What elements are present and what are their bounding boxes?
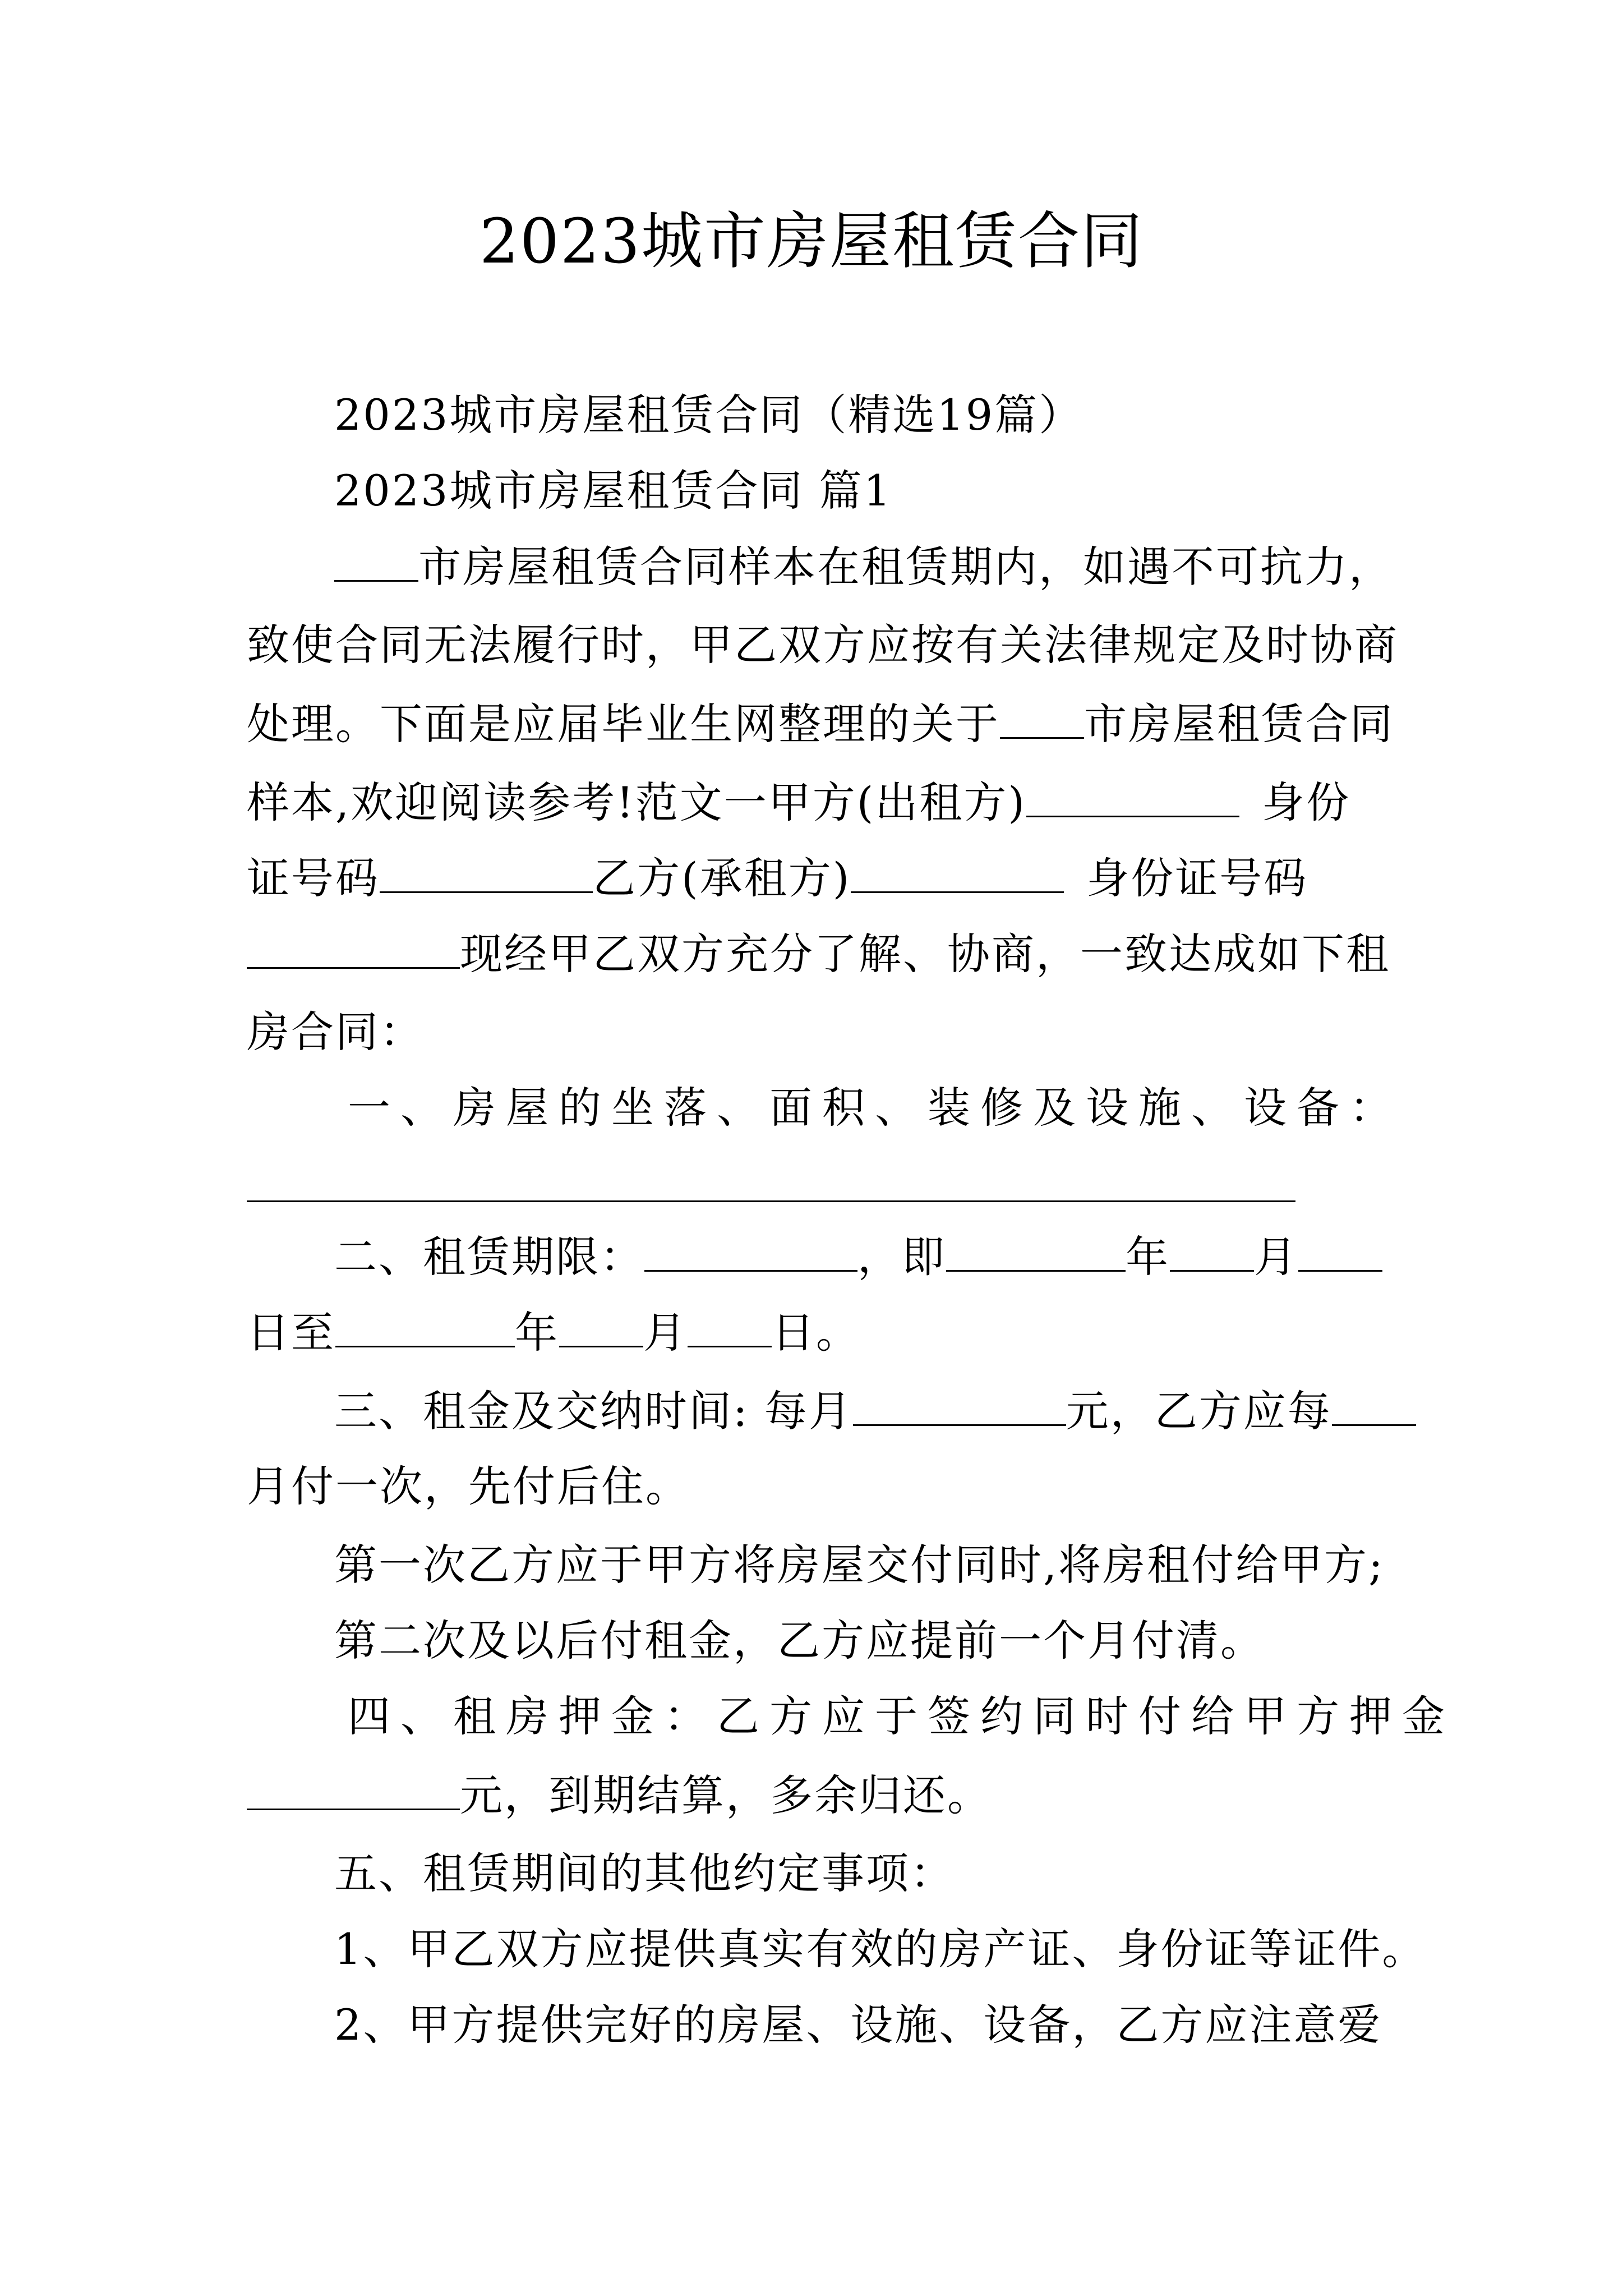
blank-landlord-id [380,850,593,893]
text-segment: 证号码 [247,853,380,903]
blank-landlord-name [1026,774,1239,817]
text-segment: 二、租赁期限： [334,1232,644,1282]
text-segment: 日至 [247,1308,335,1358]
text-segment: 元，到期结算，多余归还。 [460,1770,992,1820]
paragraph-intro-line-3 [247,696,1394,752]
paragraph-subsequent-payment: 第二次及以后付租金，乙方应提前一个月付清。 [334,1616,1265,1665]
paragraph-article-heading: 2023城市房屋租赁合同 篇1 [334,466,892,516]
clause-3-line-2: 月付一次，先付后住。 [247,1461,690,1511]
document-title: 2023城市房屋租赁合同 [479,205,1144,277]
blank-property-details [247,1200,1295,1202]
text-segment: 元，乙方应每 [1066,1386,1332,1436]
clause-4-line-1: 四、租房押金：乙方应于签约同时付给甲方押金 [348,1691,1455,1741]
paragraph-intro-line-7: 房合同： [247,1007,424,1057]
text-segment: 处理。下面是应届毕业生网整理的关于 [247,699,1000,749]
text-segment: 现经甲乙双方充分了解、协商，一致达成如下租 [460,929,1390,979]
text-segment: ，即 [857,1232,946,1282]
text-segment: 样本,欢迎阅读参考!范文一甲方(出租方) [247,777,1026,827]
clause-3-line-1 [334,1383,1380,1439]
paragraph-intro-line-1 [334,539,1393,595]
text-segment: 年 [515,1308,559,1358]
paragraph-intro-line-2: 致使合同无法履行时，甲乙双方应按有关法律规定及时协商 [247,620,1399,670]
text-segment: 三、租金及交纳时间: 每月 [334,1386,853,1436]
text-segment: 月 [1254,1232,1298,1282]
clause-2-line-1 [334,1228,1380,1285]
paragraph-intro-line-6 [247,926,1390,982]
blank-start-year [946,1228,1126,1272]
clause-5-heading: 五、租赁期间的其他约定事项： [334,1848,955,1898]
blank-payment-interval [1332,1383,1416,1426]
text-segment: 身份 [1262,777,1350,827]
blank-deposit [247,1767,460,1810]
blank-city [1000,696,1084,739]
text-segment: 年 [1126,1232,1170,1282]
text-segment: 市房屋租赁合同 [1084,699,1394,749]
blank-end-month [559,1304,643,1347]
blank-monthly-rent [853,1383,1066,1426]
paragraph-intro-line-5 [247,850,1380,907]
clause-4-line-2 [247,1767,1380,1824]
text-segment: 身份证号码 [1086,853,1308,903]
paragraph-intro-line-4 [247,774,1380,831]
blank-end-year [335,1304,515,1347]
blank-start-month [1170,1228,1254,1272]
blank-end-day [688,1304,772,1347]
blank-tenant-name [851,850,1064,893]
text-segment: 市房屋租赁合同样本在租赁期内，如遇不可抗力， [418,542,1393,592]
paragraph-first-payment: 第一次乙方应于甲方将房屋交付同时,将房租付给甲方; [334,1540,1385,1590]
clause-5-item-1: 1、甲乙双方应提供真实有效的房产证、身份证等证件。 [334,1924,1427,1974]
paragraph-collection-title: 2023城市房屋租赁合同（精选19篇） [334,390,1083,440]
blank-tenant-id [247,926,460,969]
text-segment: 日。 [772,1308,860,1358]
text-segment: 乙方(承租方) [593,853,851,903]
blank-city [334,539,418,582]
blank-lease-term [644,1228,857,1272]
clause-1-heading: 一、房屋的坐落、面积、装修及设施、设备： [348,1083,1402,1133]
blank-start-day [1298,1228,1382,1272]
text-segment: 月 [643,1308,688,1358]
clause-5-item-2: 2、甲方提供完好的房屋、设施、设备，乙方应注意爱 [334,2000,1382,2050]
clause-2-line-2 [247,1304,1380,1361]
